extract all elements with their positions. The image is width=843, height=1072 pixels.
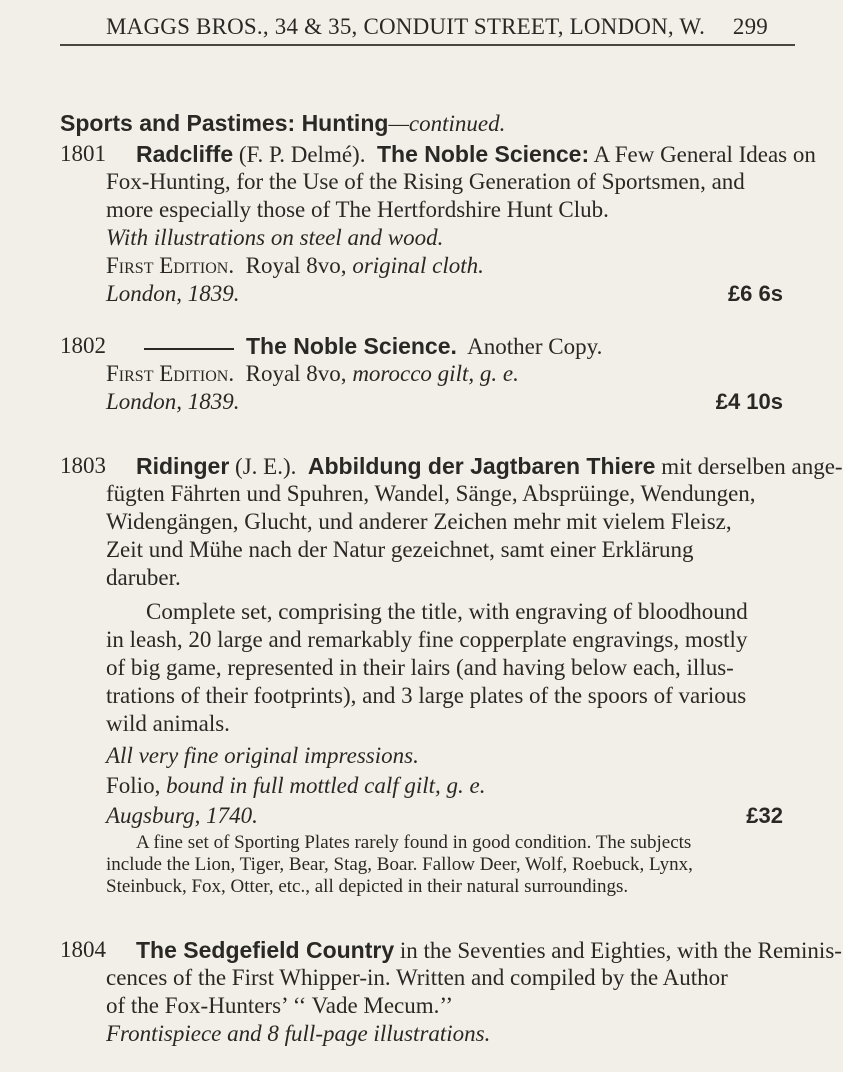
page-number: 299 <box>732 14 768 39</box>
entry-line: daruber. <box>106 565 181 590</box>
illustrations-note: Frontispiece and 8 full-page illustrations. <box>106 1021 491 1046</box>
entry-line: Widengängen, Glucht, und anderer Zeichen mehr mit vielem Fleisz, <box>106 509 732 534</box>
running-header <box>106 14 768 40</box>
price: £6 6s <box>727 281 783 306</box>
footnote-line: A fine set of Sporting Plates rarely found in good condition. The subjects <box>136 832 692 853</box>
description-line: trations of their footprints), and 3 large plates of the spoors of various <box>106 683 747 708</box>
footnote-line: Steinbuck, Fox, Otter, etc., all depicted in their natural surroundings. <box>106 876 629 897</box>
illustrations-note: With illustrations on steel and wood. <box>106 225 444 250</box>
description-line: Complete set, comprising the title, with engraving of bloodhound <box>146 599 748 624</box>
imprint: London, 1839. <box>106 389 240 414</box>
lot-number: 1802 <box>60 333 106 358</box>
ditto-rule <box>144 348 234 350</box>
imprint: Augsburg, 1740. <box>106 803 258 828</box>
lot-number: 1804 <box>60 937 106 962</box>
entry-line: Radcliffe (F. P. Delmé). The Noble Science: A Few General Ideas on <box>136 141 816 167</box>
imprint: London, 1839. <box>106 281 240 306</box>
impressions-note: All very fine original impressions. <box>106 743 419 768</box>
lot-number: 1803 <box>60 453 106 478</box>
entry-line: Fox-Hunting, for the Use of the Rising Generation of Sportsmen, and <box>106 169 745 194</box>
entry-line: of the Fox-Hunters’ ‘‘ Vade Mecum.’’ <box>106 993 454 1018</box>
description-line: wild animals. <box>106 711 230 736</box>
description-line: in leash, 20 large and remarkably fine copperplate engravings, mostly <box>106 627 748 652</box>
section-heading <box>60 110 505 137</box>
header-rule <box>60 44 795 46</box>
footnote-line: include the Lion, Tiger, Bear, Stag, Boar. Fallow Deer, Wolf, Roebuck, Lynx, <box>106 854 693 875</box>
section-title: Sports and Pastimes: Hunting <box>60 110 389 136</box>
lot-number: 1801 <box>60 141 106 166</box>
edition-line: First Edition. Royal 8vo, morocco gilt, g. e. <box>106 361 519 386</box>
edition-line: First Edition. Royal 8vo, original cloth. <box>106 253 484 278</box>
entry-line: Ridinger (J. E.). Abbildung der Jagtbaren Thiere mit derselben ange- <box>136 453 843 479</box>
entry-line: more especially those of The Hertfordshire Hunt Club. <box>106 197 609 222</box>
entry-line: The Noble Science. Another Copy. <box>136 332 783 361</box>
entry-line: Zeit und Mühe nach der Natur gezeichnet, samt einer Erklärung <box>106 537 694 562</box>
section-continued: —continued. <box>388 111 506 136</box>
binding-line: Folio, bound in full mottled calf gilt, g. e. <box>106 773 486 798</box>
description-line: of big game, represented in their lairs (and having below each, illus- <box>106 655 734 680</box>
running-title: MAGGS BROS., 34 & 35, CONDUIT STREET, LONDON, W. <box>106 14 706 39</box>
entry-line: fügten Fährten und Spuhren, Wandel, Sänge, Absprüinge, Wendungen, <box>106 481 756 506</box>
price: £4 10s <box>715 389 783 414</box>
entry-line: cences of the First Whipper-in. Written and compiled by the Author <box>106 965 728 990</box>
entry-line: The Sedgefield Country in the Seventies and Eighties, with the Reminis- <box>136 937 842 963</box>
price: £32 <box>746 803 783 828</box>
